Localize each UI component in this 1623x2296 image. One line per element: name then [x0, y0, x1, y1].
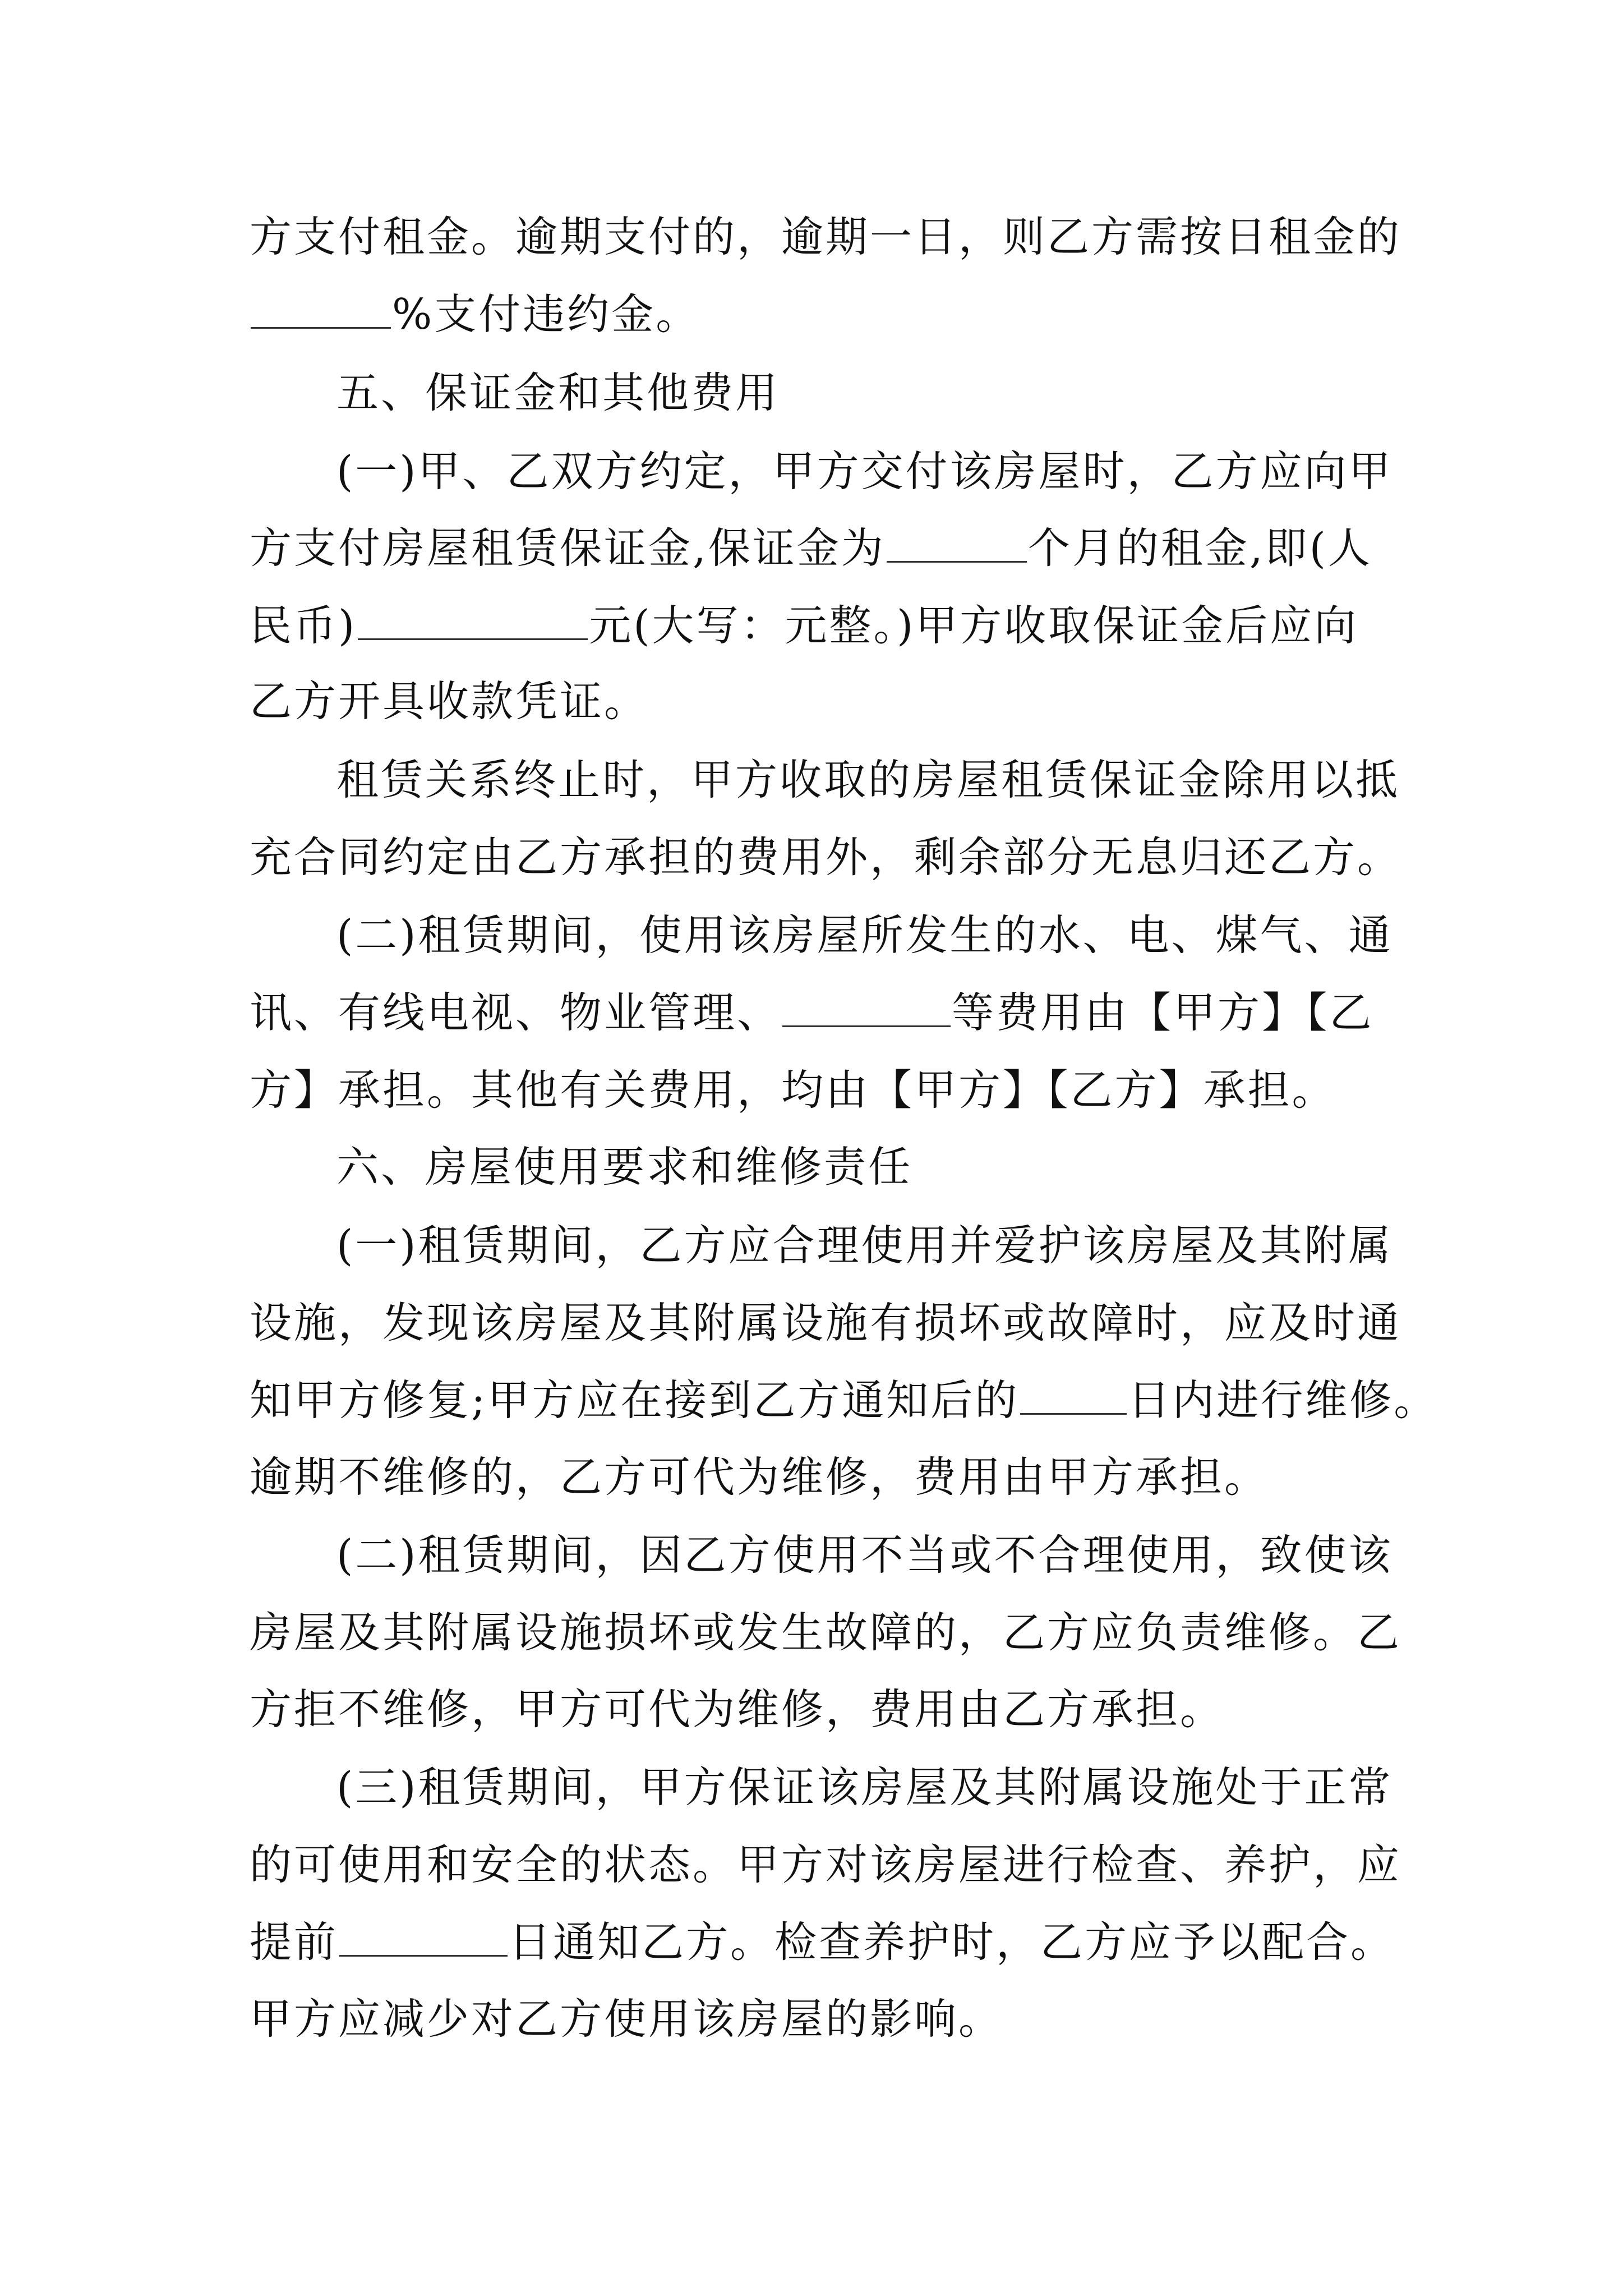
- line-text: 五、保证金和其他费用: [336, 368, 780, 417]
- text-line: [250, 1062, 1336, 1118]
- line-text: 等费用由【甲方】【乙: [952, 988, 1374, 1037]
- section-heading: [336, 365, 780, 421]
- line-text: 元(大写：元整。)甲方收取保证金后应向: [589, 601, 1359, 650]
- line-text: 提前: [250, 1917, 339, 1967]
- line-text: 甲方应减少对乙方使用该房屋的影响。: [250, 1994, 1003, 2044]
- line-text: (一)甲、乙双方约定，甲方交付该房屋时，乙方应向甲: [336, 447, 1393, 496]
- text-line: [250, 597, 1358, 654]
- line-text: 方拒不维修，甲方可代为维修，费用由乙方承担。: [250, 1685, 1225, 1734]
- line-text: 逾期不维修的，乙方可代为维修，费用由甲方承担。: [250, 1452, 1269, 1502]
- text-line: [336, 1217, 1393, 1273]
- line-text: 设施，发现该房屋及其附属设施有损坏或故障时，应及时通: [250, 1298, 1402, 1347]
- line-text: 方】承担。其他有关费用，均由【甲方】【乙方】承担。: [250, 1065, 1336, 1115]
- section-heading: [336, 1139, 912, 1195]
- line-text: 日通知乙方。检查养护时，乙方应予以配合。: [509, 1917, 1395, 1967]
- line-text: 民币): [250, 601, 357, 650]
- line-text: 知甲方修复;甲方应在接到乙方通知后的: [250, 1375, 1020, 1425]
- line-text: (二)租赁期间，使用该房屋所发生的水、电、煤气、通: [336, 910, 1393, 960]
- text-line: [250, 829, 1401, 885]
- text-line: [250, 1295, 1401, 1351]
- fill-in-blank: [887, 527, 1027, 563]
- fill-in-blank: [782, 992, 951, 1027]
- line-text: 房屋及其附属设施损坏或发生故障的，乙方应负责维修。乙: [250, 1608, 1402, 1657]
- text-line: [250, 1914, 1395, 1970]
- text-line: [336, 443, 1393, 499]
- text-line: [336, 752, 1400, 808]
- line-text: 乙方开具收款凭证。: [250, 677, 649, 726]
- line-text: 的可使用和安全的状态。甲方对该房屋进行检查、养护，应: [250, 1840, 1402, 1889]
- line-text: 个月的租金,即(人: [1027, 523, 1372, 573]
- text-line: [250, 984, 1374, 1041]
- text-line: [250, 1991, 1003, 2047]
- text-line: [250, 1372, 1438, 1428]
- line-text: 日内进行维修。: [1128, 1375, 1438, 1425]
- text-line: [336, 1759, 1393, 1815]
- text-line: [250, 520, 1372, 576]
- text-line: [250, 209, 1401, 265]
- line-text: %支付违约金。: [392, 289, 700, 339]
- line-text: 充合同约定由乙方承担的费用外，剩余部分无息归还乙方。: [250, 832, 1402, 882]
- text-line: [250, 286, 700, 342]
- fill-in-blank: [358, 605, 588, 640]
- text-line: [250, 1681, 1224, 1737]
- text-line: [250, 673, 648, 729]
- text-line: [250, 1604, 1401, 1660]
- text-line: [250, 1449, 1269, 1505]
- text-line: [336, 1527, 1393, 1583]
- line-text: (二)租赁期间，因乙方使用不当或不合理使用，致使该: [336, 1530, 1393, 1580]
- fill-in-blank: [251, 293, 391, 329]
- line-text: 六、房屋使用要求和维修责任: [336, 1142, 913, 1191]
- fill-in-blank: [1020, 1379, 1127, 1415]
- text-line: [250, 1837, 1401, 1893]
- line-text: 方支付租金。逾期支付的，逾期一日，则乙方需按日租金的: [250, 212, 1402, 261]
- line-text: 租赁关系终止时，甲方收取的房屋租赁保证金除用以抵: [336, 755, 1400, 804]
- text-line: [336, 907, 1393, 963]
- fill-in-blank: [339, 1921, 508, 1957]
- line-text: 方支付房屋租赁保证金,保证金为: [250, 523, 886, 573]
- line-text: (一)租赁期间，乙方应合理使用并爱护该房屋及其附属: [336, 1221, 1393, 1270]
- line-text: 讯、有线电视、物业管理、: [250, 988, 782, 1037]
- line-text: (三)租赁期间，甲方保证该房屋及其附属设施处于正常: [336, 1763, 1393, 1812]
